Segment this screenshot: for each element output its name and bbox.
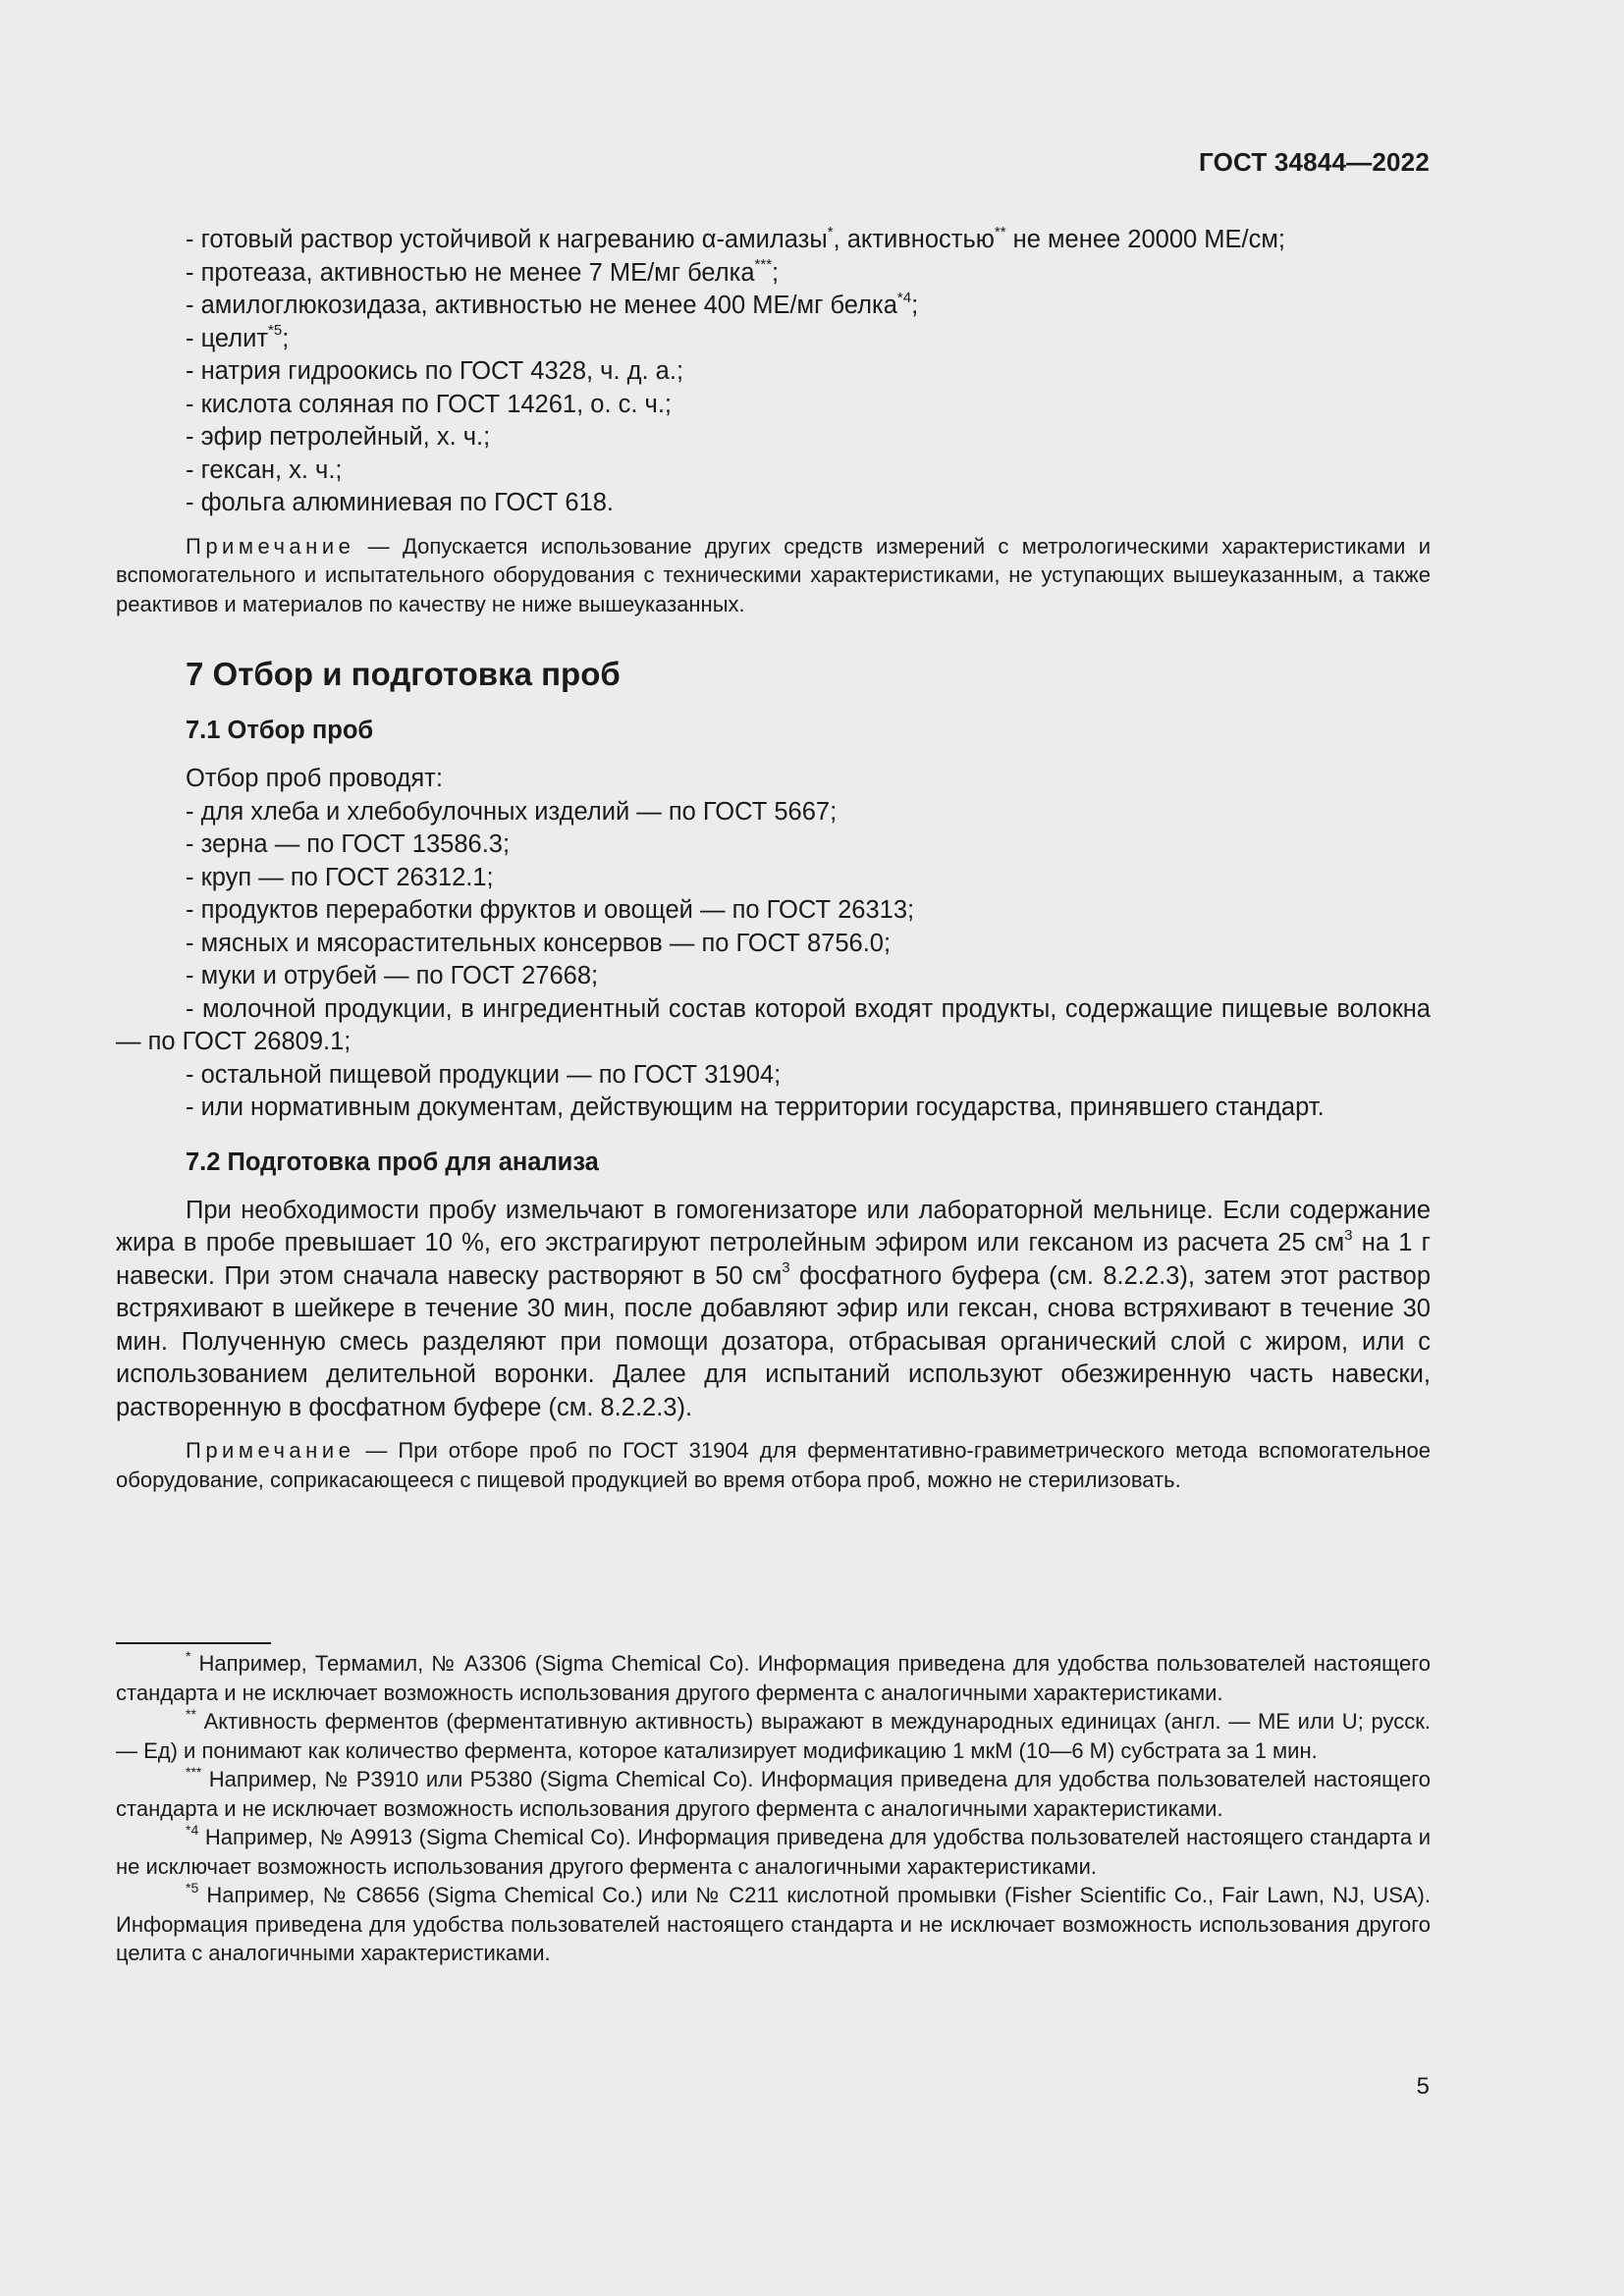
- body-paragraph: При необходимости пробу измельчают в гомогенизаторе или лабораторной мельнице. Если содержание жира в пробе превышает 10 %, его экстрагируют петролейным эфиром или гексаном из расчета 25 $см^3$ на 1 г навески. При этом сначала навеску растворяют в 50 $см^3$ фосфатного буфера (см. 8.2.2.3), затем этот раствор встряхивают в шейкере в течение 30 мин, после добавляют эфир или гексан, снова встряхивают в течение 30 мин. Полученную смесь разделяют при помощи дозатора, отбрасывая органический слой с жиром, или с использованием делительной воронки. Далее для испытаний используют обезжиренную часть навески, растворенную в фосфатном буфере (см. 8.2.2.3).: [116, 1196, 1432, 1421]
- main-content: [116, 224, 1431, 1494]
- list-item: - мясных и мясорастительных консервов — по ГОСТ 8756.0;: [186, 929, 892, 957]
- sampling-list: [116, 763, 1431, 1125]
- list-item: - круп — по ГОСТ 26312.1;: [186, 863, 494, 891]
- list-item: - остальной пищевой продукции — по ГОСТ 31904;: [186, 1060, 782, 1089]
- subsection-heading: 7.1 Отбор проб: [186, 717, 374, 744]
- list-item: - эфир петролейный, х. ч.;: [186, 423, 491, 451]
- footnotes: [116, 1649, 1431, 1968]
- footnote: ** Активность ферментов (ферментативную активность) выражают в международных единицах (англ. — ME или U; русск. — Ед) и понимают как количество фермента, которое катализирует модификацию 1 мкМ (10—6 М) субстрата за 1 мин.: [116, 1705, 1431, 1763]
- reagents-list: [116, 224, 1431, 520]
- list-item: - молочной продукции, в ингредиентный состав которой входят продукты, содержащие пищевые волокна — по ГОСТ 26809.1;: [116, 994, 1431, 1055]
- list-item: - готовый раствор устойчивой к нагреванию α-амилазы*, активностью** не менее 20000 МЕ/см;: [186, 223, 1285, 253]
- list-item: - или нормативным документам, действующим на территории государства, принявшего стандарт.: [186, 1094, 1325, 1121]
- note-paragraph: Примечание — Допускается использование других средств измерений с метрологическими характеристиками и вспомогательного и испытательного оборудования с техническими характеристиками, не уступающих вышеуказанным, а также реактивов и материалов по качеству не ниже вышеуказанных.: [116, 533, 1431, 616]
- subsection-heading: 7.2 Подготовка проб для анализа: [186, 1148, 599, 1176]
- footnote: $^{*4}$ Например, № A9913 (Sigma Chemical Co). Информация приведена для удобства пользователей настоящего стандарта и не исключает возможность использования другого фермента с аналогичными характеристиками.: [116, 1821, 1431, 1879]
- list-item: - кислота соляная по ГОСТ 14261, о. с. ч.;: [186, 390, 672, 418]
- list-item: - для хлеба и хлебобулочных изделий — по ГОСТ 5667;: [186, 797, 838, 826]
- list-item: - протеаза, активностью не менее 7 МЕ/мг белка***;: [186, 256, 780, 287]
- document-header: ГОСТ 34844—2022: [1199, 147, 1430, 177]
- section-heading: 7 Отбор и подготовка проб: [186, 656, 621, 692]
- page-number: 5: [1416, 2073, 1430, 2100]
- list-item: - амилоглюкозидаза, активностью не менее 400 МЕ/мг белка$^{*4}$;: [186, 289, 919, 319]
- list-item: - гексан, х. ч.;: [186, 455, 343, 484]
- list-intro: Отбор проб проводят:: [186, 765, 443, 792]
- footnote: *** Например, № P3910 или P5380 (Sigma Chemical Co). Информация приведена для удобства пользователей настоящего стандарта и не исключает возможность использования другого фермента с аналогичными характеристиками.: [116, 1763, 1431, 1821]
- footnote: $^{*5}$ Например, № C8656 (Sigma Chemical Co.) или № C211 кислотной промывки (Fisher Scientific Co., Fair Lawn, NJ, USA). Информация приведена для удобства пользователей настоящего стандарта и не исключает возможность использования другого целита с аналогичными характеристиками.: [116, 1879, 1431, 1965]
- footnote-divider: [116, 1642, 271, 1644]
- list-item: - зерна — по ГОСТ 13586.3;: [186, 830, 511, 858]
- list-item: - муки и отрубей — по ГОСТ 27668;: [186, 962, 599, 989]
- list-item: - фольга алюминиевая по ГОСТ 618.: [186, 489, 615, 516]
- list-item: - продуктов переработки фруктов и овощей — по ГОСТ 26313;: [186, 896, 915, 924]
- note-paragraph: Примечание — При отборе проб по ГОСТ 31904 для ферментативно-гравиметрического метода вспомогательное оборудование, соприкасающееся с пищевой продукцией во время отбора проб, можно не стерилизовать.: [116, 1438, 1431, 1492]
- footnote: * Например, Термамил, № A3306 (Sigma Chemical Co). Информация приведена для удобства пользователей настоящего стандарта и не исключает возможность использования другого фермента с аналогичными характеристиками.: [116, 1647, 1431, 1705]
- list-item: - целит$^{*5}$;: [186, 322, 290, 352]
- list-item: - натрия гидроокись по ГОСТ 4328, ч. д. а.;: [186, 357, 684, 385]
